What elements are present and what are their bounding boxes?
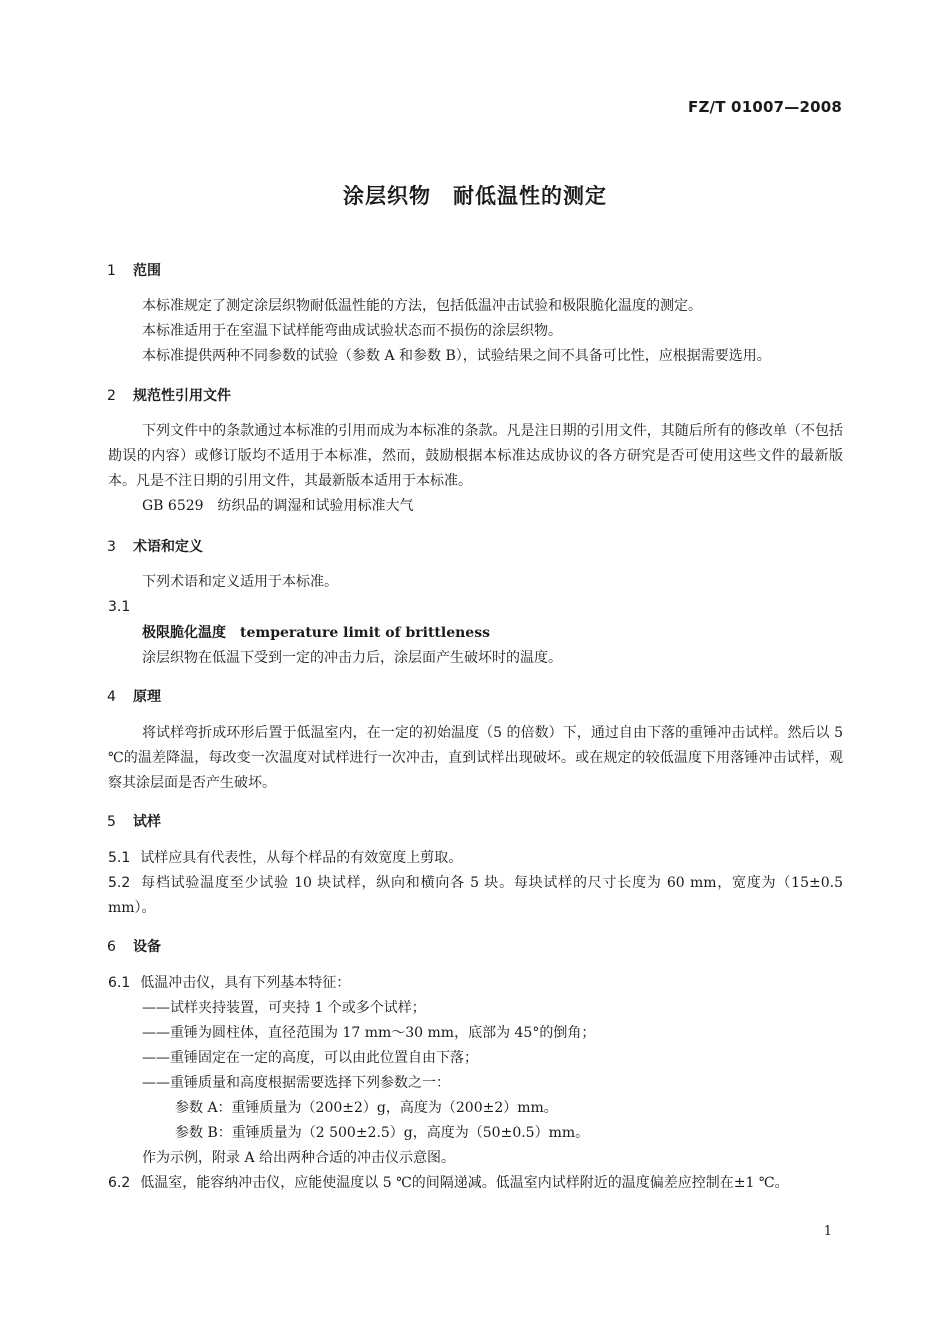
term-chinese: 极限脆化温度 — [142, 625, 226, 641]
section-title: 规范性引用文件 — [133, 388, 231, 404]
section-number: 5 — [107, 814, 116, 830]
paragraph: 下列文件中的条款通过本标准的引用而成为本标准的条款。凡是注日期的引用文件，其随后所有的修改单（不包括勘误的内容）或修订版均不适用于本标准，然而，鼓励根据本标准达成协议的各方研究是否可使用这些文件的最新版本。凡是不注日期的引用文件，其最新版本适用于本标准。 — [108, 423, 843, 489]
clause-number: 5.2 — [108, 875, 131, 891]
list-item: ——试样夹持装置，可夹持 1 个或多个试样； — [142, 1000, 426, 1016]
annex-note: 作为示例，附录 A 给出两种合适的冲击仪示意图。 — [142, 1150, 456, 1166]
section-6-heading — [107, 936, 161, 956]
list-item: ——重锤为圆柱体，直径范围为 17 mm～30 mm，底部为 45°的倒角； — [142, 1025, 596, 1041]
parameter-b: 参数 B：重锤质量为（2 500±2.5）g，高度为（50±0.5）mm。 — [175, 1125, 590, 1141]
section-title: 原理 — [133, 689, 161, 705]
section-number: 1 — [107, 263, 116, 279]
section-3-heading — [107, 536, 203, 556]
section-5-heading — [107, 811, 161, 831]
term-definition: 涂层织物在低温下受到一定的冲击力后，涂层面产生破坏时的温度。 — [142, 650, 562, 666]
section-title: 试样 — [133, 814, 161, 830]
section-4-heading — [107, 686, 161, 706]
normative-reference: GB 6529 纺织品的调湿和试验用标准大气 — [142, 498, 414, 514]
section-1-heading — [107, 260, 161, 280]
paragraph: 将试样弯折成环形后置于低温室内，在一定的初始温度（5 的倍数）下，通过自由下落的重锤冲击试样。然后以 5 ℃的温差降温，每改变一次温度对试样进行一次冲击，直到试样出现破坏。或在规定的较低温度下用落锤冲击试样，观察其涂层面是否产生破坏。 — [108, 725, 843, 791]
paragraph: 本标准提供两种不同参数的试验（参数 A 和参数 B），试验结果之间不具备可比性，应根据需要选用。 — [142, 348, 771, 364]
clause-text: 每档试验温度至少试验 10 块试样，纵向和横向各 5 块。每块试样的尺寸长度为 60 mm，宽度为（15±0.5 mm）。 — [108, 875, 843, 916]
clause-text: 试样应具有代表性，从每个样品的有效宽度上剪取。 — [140, 850, 463, 866]
subclause-number: 3.1 — [108, 599, 131, 615]
clause-6-2 — [108, 1171, 843, 1196]
clause-number: 6.1 — [108, 975, 131, 991]
parameter-a: 参数 A：重锤质量为（200±2）g，高度为（200±2）mm。 — [175, 1100, 558, 1116]
clause-text: 低温室，能容纳冲击仪，应能使温度以 5 ℃的间隔递减。低温室内试样附近的温度偏差应控制在±1 ℃。 — [140, 1175, 789, 1191]
standard-code: FZ/T 01007—2008 — [688, 98, 842, 116]
list-item: ——重锤质量和高度根据需要选择下列参数之一： — [142, 1075, 450, 1091]
clause-number: 6.2 — [108, 1175, 131, 1191]
paragraph: 本标准适用于在室温下试样能弯曲成试验状态而不损伤的涂层织物。 — [142, 323, 562, 339]
paragraph: 本标准规定了测定涂层织物耐低温性能的方法，包括低温冲击试验和极限脆化温度的测定。 — [142, 298, 702, 314]
section-number: 3 — [107, 539, 116, 555]
section-number: 6 — [107, 939, 116, 955]
section-number: 2 — [107, 388, 116, 404]
page-number: 1 — [823, 1224, 832, 1239]
section-number: 4 — [107, 689, 116, 705]
section-2-heading — [107, 385, 231, 405]
document-title: 涂层织物 耐低温性的测定 — [343, 184, 607, 208]
section-title: 术语和定义 — [133, 539, 203, 555]
clause-number: 5.1 — [108, 850, 131, 866]
clause-text: 低温冲击仪，具有下列基本特征： — [140, 975, 351, 991]
section-title: 范围 — [133, 263, 161, 279]
section-title: 设备 — [133, 939, 161, 955]
paragraph: 下列术语和定义适用于本标准。 — [142, 574, 338, 590]
clause-5-2 — [108, 871, 843, 921]
clause-5-1 — [108, 846, 843, 871]
term-entry — [142, 622, 490, 642]
list-item: ——重锤固定在一定的高度，可以由此位置自由下落； — [142, 1050, 478, 1066]
term-english: temperature limit of brittleness — [240, 625, 490, 641]
clause-6-1 — [108, 971, 843, 996]
